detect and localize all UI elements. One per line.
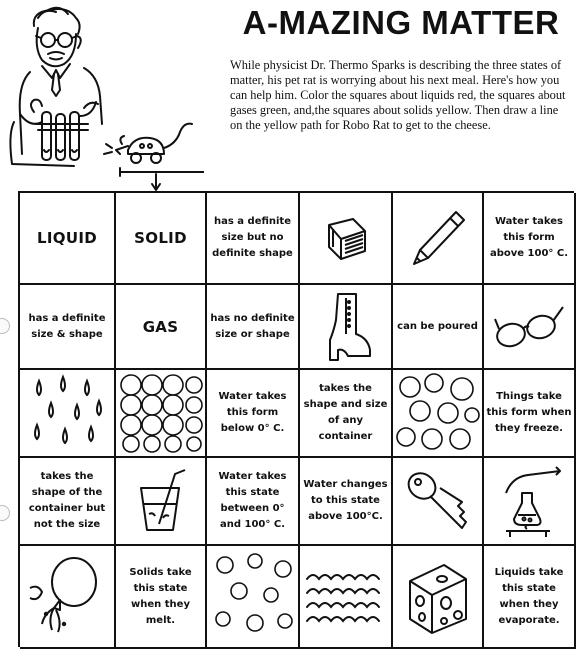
maze-square[interactable]: [207, 458, 300, 546]
maze-square[interactable]: [484, 546, 576, 649]
molecules-loose-icon: [211, 551, 295, 643]
maze-square[interactable]: [116, 370, 207, 458]
cheese-icon: [400, 557, 476, 637]
square-text: Solids take this state when they melt.: [129, 566, 192, 626]
square-text: has no definite size or shape: [210, 312, 295, 340]
maze-square[interactable]: [393, 193, 484, 285]
square-text: LIQUID: [37, 229, 97, 247]
maze-square[interactable]: [484, 370, 576, 458]
square-text: Water takes this state between 0° and 100° C.: [218, 471, 287, 530]
maze-square[interactable]: [207, 193, 300, 285]
square-text: Liquids take this state when they evaporate.: [494, 566, 564, 626]
maze-square[interactable]: [207, 546, 300, 649]
maze-square[interactable]: [116, 193, 207, 285]
maze-square[interactable]: [116, 458, 207, 546]
boot-icon: [316, 290, 376, 364]
maze-square[interactable]: [116, 546, 207, 649]
square-text: Things take this form when they freeze.: [486, 391, 572, 434]
maze-square[interactable]: [300, 193, 393, 285]
maze-square[interactable]: [300, 458, 393, 546]
maze-square[interactable]: [484, 193, 576, 285]
square-text: SOLID: [134, 229, 187, 247]
square-text: has a definite size but no definite shape: [212, 216, 293, 259]
binder-hole: [0, 318, 10, 334]
square-text: Water changes to this state above 100°C.: [303, 479, 388, 522]
square-text: Water takes this form below 0° C.: [218, 391, 287, 434]
maze-square[interactable]: [20, 458, 116, 546]
binder-hole: [0, 505, 10, 521]
maze-square[interactable]: [20, 193, 116, 285]
molecules-scattered-icon: [396, 373, 480, 453]
square-text: takes the shape of the container but not the size: [28, 471, 106, 530]
maze-square[interactable]: [207, 370, 300, 458]
waves-icon: [303, 567, 389, 627]
raindrops-icon: [25, 373, 109, 453]
page-title: A-MAZING MATTER: [242, 4, 560, 41]
maze-square[interactable]: [20, 370, 116, 458]
maze-square[interactable]: [393, 458, 484, 546]
maze-square[interactable]: [300, 370, 393, 458]
maze-square[interactable]: [393, 370, 484, 458]
pencil-icon: [406, 206, 470, 270]
maze-square[interactable]: [484, 285, 576, 370]
maze-square[interactable]: [393, 546, 484, 649]
square-text: can be poured: [397, 320, 478, 332]
maze-square[interactable]: [300, 285, 393, 370]
molecules-packed-icon: [119, 373, 203, 453]
maze-square[interactable]: [20, 285, 116, 370]
maze-square[interactable]: [207, 285, 300, 370]
instructions-paragraph: While physicist Dr. Thermo Sparks is describing the three states of matter, his pet rat is worrying about his next meal. Here's how you can help him. Color the squares about liquids red, the squares about gases green, and,the squares about solids yellow. Then draw a line on the yellow path for Robo Rat to get to the cheese.: [230, 58, 566, 132]
scientist-illustration: [4, 4, 204, 192]
maze-square[interactable]: [393, 285, 484, 370]
square-text: has a definite size & shape: [28, 312, 106, 340]
maze-grid: [18, 191, 574, 647]
maze-square[interactable]: [116, 285, 207, 370]
maze-square[interactable]: [300, 546, 393, 649]
book-icon: [319, 211, 373, 265]
maze-square[interactable]: [20, 546, 116, 649]
drinking-glass-icon: [129, 464, 193, 538]
square-text: takes the shape and size of any container: [303, 383, 388, 442]
maze-square[interactable]: [484, 458, 576, 546]
balloon-icon: [24, 552, 110, 642]
boiling-flask-icon: [492, 463, 566, 539]
key-icon: [400, 464, 476, 538]
square-text: Water takes this form above 100° C.: [489, 216, 569, 259]
eyeglasses-icon: [491, 299, 567, 355]
square-text: GAS: [142, 317, 179, 336]
